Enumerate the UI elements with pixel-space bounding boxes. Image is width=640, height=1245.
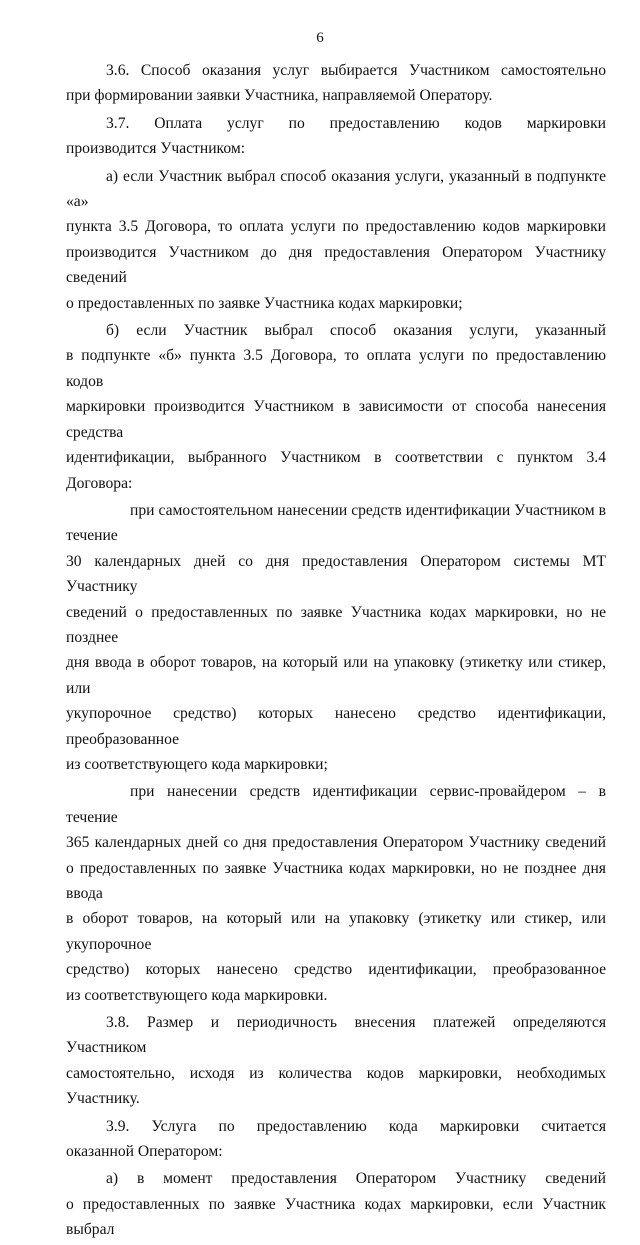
text-line: в подпункте «б» пункта 3.5 Договора, то оплата услуги по предоставлению кодов [66,347,606,390]
text-line: о предоставленных по заявке Участника кодах маркировки, но не позднее дня ввода [66,859,606,902]
paragraph [66,498,606,777]
paragraph [66,1166,606,1242]
text-line: идентификации, выбранного Участником в соответствии с пунктом 3.4 Договора: [66,449,606,492]
document-body [66,58,606,1245]
paragraph [66,58,606,109]
text-line: оказанной Оператором: [66,1143,223,1161]
text-line: при нанесении средств идентификации сервис-провайдером – в течение [66,783,606,826]
paragraph [66,1010,606,1112]
text-line: сведений о предоставленных по заявке Участника кодах маркировки, но не позднее [66,603,606,646]
text-line: производится Участником: [66,140,246,158]
text-line: а) в момент предоставления Оператором Участнику сведений [106,1170,606,1188]
text-line: в оборот товаров, на который или на упаковку (этикетку или стикер, или укупорочное [66,910,606,953]
text-line: 3.7. Оплата услуг по предоставлению кодов маркировки [106,114,606,132]
text-line: производится Участником до дня предоставления Оператором Участнику сведений [66,243,606,287]
text-line: при формировании заявки Участника, направляемой Оператору. [66,87,493,105]
text-line: 365 календарных дней со дня предоставления Оператором Участнику сведений [66,834,606,852]
text-line: 3.8. Размер и периодичность внесения платежей определяются Участником [66,1014,606,1057]
text-line: маркировки производится Участником в зависимости от способа нанесения средства [66,398,606,441]
text-line: а) если Участник выбрал способ оказания услуги, указанный в подпункте «а» [66,167,606,211]
text-line: пункта 3.5 Договора, то оплата услуги по предоставлению кодов маркировки [66,218,606,236]
text-line: о предоставленных по заявке Участника кодах маркировки; [66,294,463,312]
text-line: средство) которых нанесено средство идентификации, преобразованное [66,961,606,979]
paragraph [66,1114,606,1165]
paragraph [66,111,606,162]
paragraph [66,779,606,1008]
paragraph [66,318,606,496]
text-line: из соответствующего кода маркировки; [66,755,328,773]
text-line: самостоятельно, исходя из количества кодов маркировки, необходимых Участнику. [66,1064,606,1108]
text-line: о предоставленных по заявке Участника кодах маркировки, если Участник выбрал [66,1195,606,1239]
page-number: 6 [316,30,324,46]
text-line: 30 календарных дней со дня предоставления Оператором системы МТ Участнику [66,552,606,596]
paragraph [66,164,606,316]
text-line: б) если Участник выбрал способ оказания услуги, указанный [106,322,606,340]
text-line: дня ввода в оборот товаров, на который или на упаковку (этикетку или стикер, или [66,654,606,697]
text-line: из соответствующего кода маркировки. [66,986,328,1004]
text-line: 3.9. Услуга по предоставлению кода маркировки считается [106,1117,606,1135]
text-line: укупорочное средство) которых нанесено средство идентификации, преобразованное [66,705,606,748]
text-line: при самостоятельном нанесении средств идентификации Участником в течение [66,501,606,545]
text-line: 3.6. Способ оказания услуг выбирается Участником самостоятельно [106,62,606,79]
